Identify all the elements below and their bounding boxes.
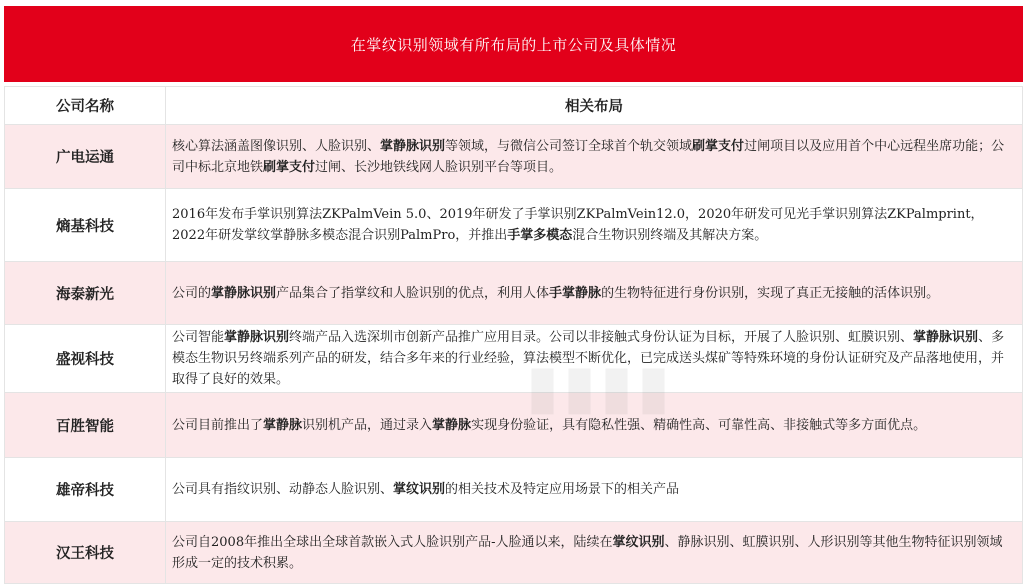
highlight-keyword: 掌纹识别 xyxy=(393,482,446,497)
detail-text: 核心算法涵盖图像识别、人脸识别、 xyxy=(172,138,381,154)
highlight-keyword: 手掌静脉 xyxy=(549,285,602,301)
detail-text: 产品集合了指掌纹和人脸识别的优点，利用人体 xyxy=(276,285,550,301)
highlight-keyword: 手掌多模态 xyxy=(507,228,573,243)
company-table xyxy=(4,86,1023,584)
detail-text: 公司自2008年推出全球出全球首款嵌入式人脸识别产品-人脸通以来，陆续在 xyxy=(172,534,613,550)
header-row xyxy=(5,87,1023,125)
detail-text: 公司具有指纹识别、动静态人脸识别、 xyxy=(172,482,394,497)
company-name: 海泰新光 xyxy=(5,262,166,325)
company-detail xyxy=(166,125,1023,189)
highlight-keyword: 掌纹识别 xyxy=(612,534,665,550)
company-detail xyxy=(166,458,1023,522)
detail-text: 、多模态生物识另终端系列产品的研发，结合多年来的行业经验，算法模型不断优化，已完成送头煤矿等特殊环境的身份认证研究及产品落地使用，并取得了良好的效果。 xyxy=(172,330,1005,387)
detail-text: 2016年发布手掌识别算法ZKPalmVein 5.0、2019年研发了手掌识别ZKPalmVein12.0，2020年研发可见光手掌识别算法ZKPalmprint，2022年研发掌纹掌静脉多模态混合识别PalmPro，并推出 xyxy=(172,207,984,243)
detail-text: 识别机产品，通过录入 xyxy=(302,417,433,433)
company-name: 百胜智能 xyxy=(5,393,166,458)
table-title: 在掌纹识别领域有所布局的上市公司及具体情况 xyxy=(4,6,1023,82)
highlight-keyword: 掌静脉识别 xyxy=(224,330,290,345)
company-detail xyxy=(166,522,1023,584)
detail-text: 终端产品入选深圳市创新产品推广应用目录。公司以非接触式身份认证为目标，开展了人脸识别、虹膜识别、 xyxy=(289,330,914,345)
company-name: 广电运通 xyxy=(5,125,166,189)
company-name: 汉王科技 xyxy=(5,522,166,584)
detail-text: 的相关技术及特定应用场景下的相关产品 xyxy=(445,482,680,497)
company-name: 熵基科技 xyxy=(5,189,166,262)
detail-text: 混合生物识别终端及其解决方案。 xyxy=(572,228,768,243)
header-detail: 相关布局 xyxy=(166,87,1023,125)
company-detail xyxy=(166,325,1023,393)
highlight-keyword: 刷掌支付 xyxy=(692,138,745,154)
highlight-keyword: 掌静脉识别 xyxy=(211,285,277,301)
company-detail xyxy=(166,393,1023,458)
header-company: 公司名称 xyxy=(5,87,166,125)
table-row xyxy=(5,325,1023,393)
table-row xyxy=(5,458,1023,522)
highlight-keyword: 掌静脉 xyxy=(263,417,303,433)
company-name: 盛视科技 xyxy=(5,325,166,393)
detail-text: 公司的 xyxy=(172,285,212,301)
table-row xyxy=(5,522,1023,584)
highlight-keyword: 刷掌支付 xyxy=(263,159,316,175)
company-detail xyxy=(166,189,1023,262)
highlight-keyword: 掌静脉识别 xyxy=(913,330,979,345)
detail-text: 实现身份验证，具有隐私性强、精确性高、可靠性高、非接触式等多方面优点。 xyxy=(471,417,927,433)
detail-text: 公司智能 xyxy=(172,330,225,345)
highlight-keyword: 掌静脉 xyxy=(432,417,472,433)
table-row xyxy=(5,125,1023,189)
detail-text: 公司目前推出了 xyxy=(172,417,264,433)
table-body xyxy=(5,125,1023,584)
company-detail xyxy=(166,262,1023,325)
highlight-keyword: 掌静脉识别 xyxy=(380,138,446,154)
company-name: 雄帝科技 xyxy=(5,458,166,522)
detail-text: 的生物特征进行身份识别，实现了真正无接触的活体识别。 xyxy=(601,285,940,301)
table-row xyxy=(5,393,1023,458)
detail-text: 过闸项目以及应用首个中心远程坐席功能；公司中标北京地铁 xyxy=(172,138,1005,175)
detail-text: 等领域，与微信公司签订全球首个轨交领域 xyxy=(445,138,693,154)
detail-text: 过闸、长沙地铁线网人脸识别平台等项目。 xyxy=(315,159,563,175)
table-row xyxy=(5,189,1023,262)
detail-text: 、静脉识别、虹膜识别、人形识别等其他生物特征识别领域形成一定的技术积累。 xyxy=(172,534,1003,571)
table-row xyxy=(5,262,1023,325)
